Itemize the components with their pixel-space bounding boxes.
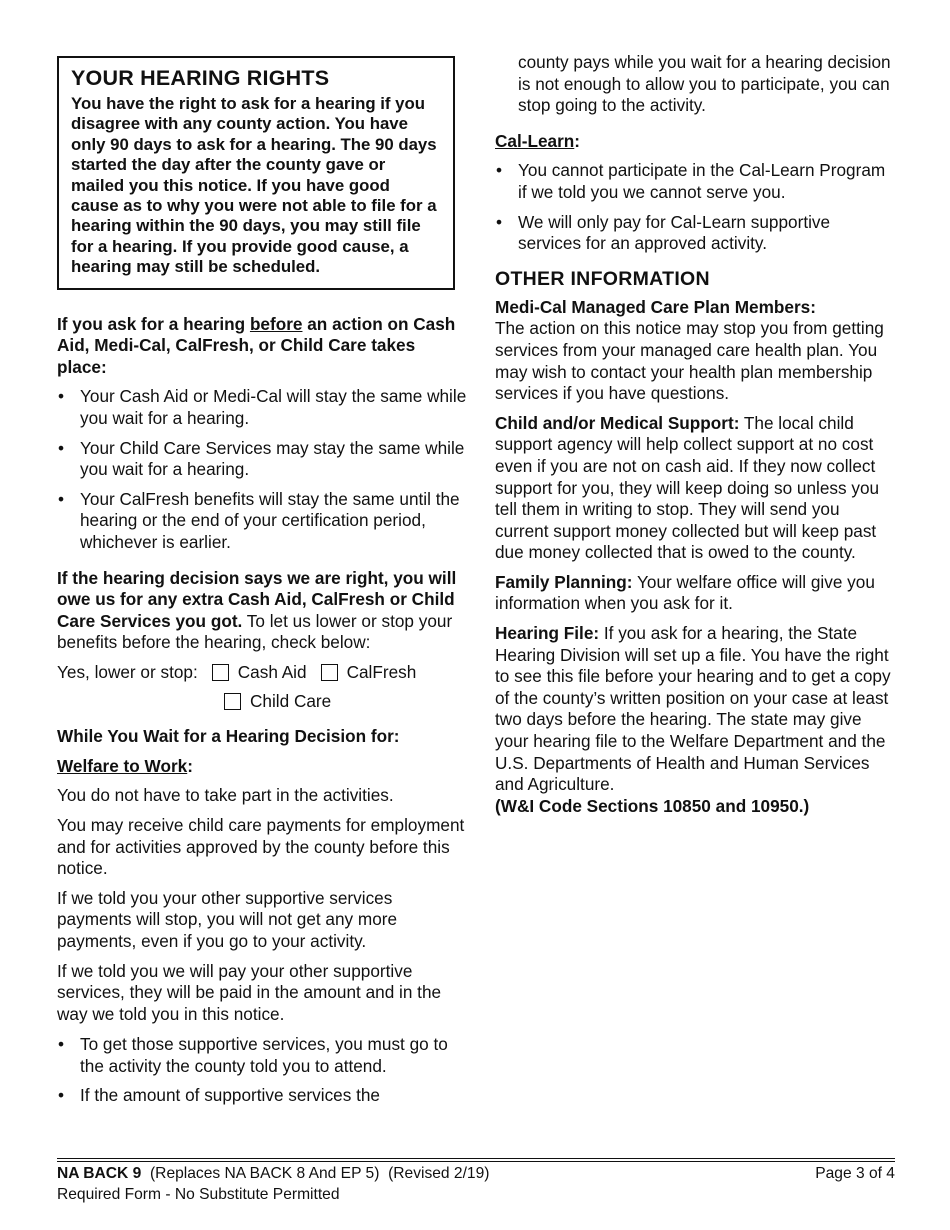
wtw-bullet-2-continued: county pays while you wait for a hearing decision is not enough to allow you to participate, you can stop going to the activity. bbox=[518, 52, 891, 116]
before-action-heading-underlined: before bbox=[249, 313, 303, 334]
right-column bbox=[495, 52, 895, 825]
checkbox-row-2 bbox=[57, 691, 467, 713]
welfare-to-work-colon: : bbox=[187, 755, 193, 776]
left-column bbox=[57, 56, 467, 1115]
hearing-rights-box bbox=[57, 56, 455, 290]
cal-learn-bullet-1: • You cannot participate in the Cal-Learn Program if we told you we cannot serve you. bbox=[495, 160, 895, 203]
decision-normal-text: To let us lower or stop your benefits before the hearing, check below: bbox=[57, 610, 453, 653]
cal-learn-title: Cal-Learn bbox=[495, 130, 575, 151]
footer bbox=[57, 1164, 895, 1205]
welfare-to-work-heading bbox=[57, 756, 467, 778]
hearing-rights-text: You have the right to ask for a hearing if you disagree with any county action. You have only 90 days to ask for a hearing. The 90 days started the day after the county gave or mailed you this notice. If you have good cause as to why you were not able to file for a hearing within the 90 days, you may still file for a hearing. If you provide good cause, a hearing may still be scheduled. bbox=[71, 94, 437, 277]
wtw-paragraph-1: You do not have to take part in the activities. bbox=[57, 785, 394, 806]
managed-care-paragraph bbox=[495, 297, 895, 405]
checkbox-row-1 bbox=[57, 662, 467, 684]
wtw-paragraph-2: You may receive child care payments for employment and for activities approved by the county before this notice. bbox=[57, 814, 465, 879]
wtw-paragraph-3: If we told you your other supportive services payments will stop, you will not get any more payments, even if you go to your activity. bbox=[57, 887, 398, 951]
before-action-bullet-1: • Your Cash Aid or Medi-Cal will stay the same while you wait for a hearing. bbox=[57, 386, 467, 429]
decision-bold-text: If the hearing decision says we are right, you will owe us for any extra Cash Aid, CalFresh or Child Care Services you got. bbox=[57, 567, 457, 631]
child-support-text: The local child support agency will help collect support at no cost even if you are not on cash aid. If they now collect support for you, they will keep doing so unless you tell them in writing to stop. They will send you current support money collected but will keep past due money collected that is owed to the county. bbox=[495, 412, 880, 563]
before-action-heading-post: an action on Cash Aid, Medi-Cal, CalFresh, or Child Care takes place: bbox=[57, 313, 456, 377]
before-action-bullet-2: • Your Child Care Services may stay the same while you wait for a hearing. bbox=[57, 438, 467, 481]
child-care-option[interactable] bbox=[224, 691, 331, 713]
hearing-file-paragraph bbox=[495, 623, 895, 817]
form-replaces: (Replaces NA BACK 8 And EP 5) (Revised 2/19) bbox=[141, 1165, 490, 1182]
family-planning-label: Family Planning: bbox=[495, 571, 633, 592]
cash-aid-checkbox[interactable] bbox=[212, 664, 229, 681]
wtw-paragraph-4: If we told you we will pay your other supportive services, they will be paid in the amount and in the way we told you in this notice. bbox=[57, 960, 442, 1024]
child-care-checkbox[interactable] bbox=[224, 693, 241, 710]
footer-rule bbox=[57, 1158, 895, 1159]
calfresh-option[interactable] bbox=[321, 662, 417, 684]
other-info-title: OTHER INFORMATION bbox=[495, 267, 710, 290]
family-planning-paragraph bbox=[495, 572, 895, 615]
footer-required: Required Form - No Substitute Permitted bbox=[57, 1185, 340, 1203]
hearing-file-label: Hearing File: bbox=[495, 623, 600, 644]
managed-care-label: Medi-Cal Managed Care Plan Members: bbox=[495, 296, 816, 317]
calfresh-checkbox[interactable] bbox=[321, 664, 338, 681]
welfare-to-work-title: Welfare to Work bbox=[57, 755, 188, 776]
before-action-heading bbox=[57, 314, 467, 379]
page-number: Page 3 of 4 bbox=[815, 1165, 895, 1182]
form-id: NA BACK 9 bbox=[57, 1165, 142, 1182]
hearing-file-text: If you ask for a hearing, the State Hearing Division will set up a file. You have the right to see this file before your hearing and to get a copy of the county’s written position on your case at least two days before the hearing. The state may give your hearing file to the Welfare Department and the U.S. Departments of Health and Human Services and Agriculture. bbox=[495, 623, 891, 795]
wtw-bullet-2: • If the amount of supportive services the bbox=[57, 1085, 467, 1107]
cal-learn-colon: : bbox=[574, 130, 581, 151]
checkbox-label: Yes, lower or stop: bbox=[57, 661, 198, 682]
child-support-label: Child and/or Medical Support: bbox=[495, 412, 740, 433]
managed-care-text: The action on this notice may stop you from getting services from your managed care health plan. You may wish to contact your health plan membership services if you have questions. bbox=[495, 318, 884, 404]
wi-code-reference: (W&I Code Sections 10850 and 10950.) bbox=[495, 795, 810, 816]
footer-rule-second bbox=[57, 1161, 895, 1162]
hearing-rights-title: YOUR HEARING RIGHTS bbox=[71, 66, 330, 90]
before-action-heading-pre: If you ask for a hearing bbox=[57, 313, 250, 334]
child-support-paragraph bbox=[495, 413, 895, 564]
wait-heading: While You Wait for a Hearing Decision for: bbox=[57, 726, 400, 747]
calfresh-label: CalFresh bbox=[346, 661, 417, 682]
child-care-label: Child Care bbox=[250, 690, 332, 711]
decision-paragraph bbox=[57, 568, 467, 654]
cal-learn-bullet-2: • We will only pay for Cal-Learn supportive services for an approved activity. bbox=[495, 212, 895, 255]
wtw-bullet-1: • To get those supportive services, you must go to the activity the county told you to attend. bbox=[57, 1034, 467, 1077]
cash-aid-label: Cash Aid bbox=[237, 661, 307, 682]
cal-learn-heading bbox=[495, 131, 895, 153]
footer-form-line bbox=[57, 1164, 895, 1185]
before-action-bullet-3: • Your CalFresh benefits will stay the same until the hearing or the end of your certification period, whichever is earlier. bbox=[57, 489, 467, 554]
cash-aid-option[interactable] bbox=[212, 662, 307, 684]
family-planning-text: Your welfare office will give you information when you ask for it. bbox=[495, 571, 875, 614]
